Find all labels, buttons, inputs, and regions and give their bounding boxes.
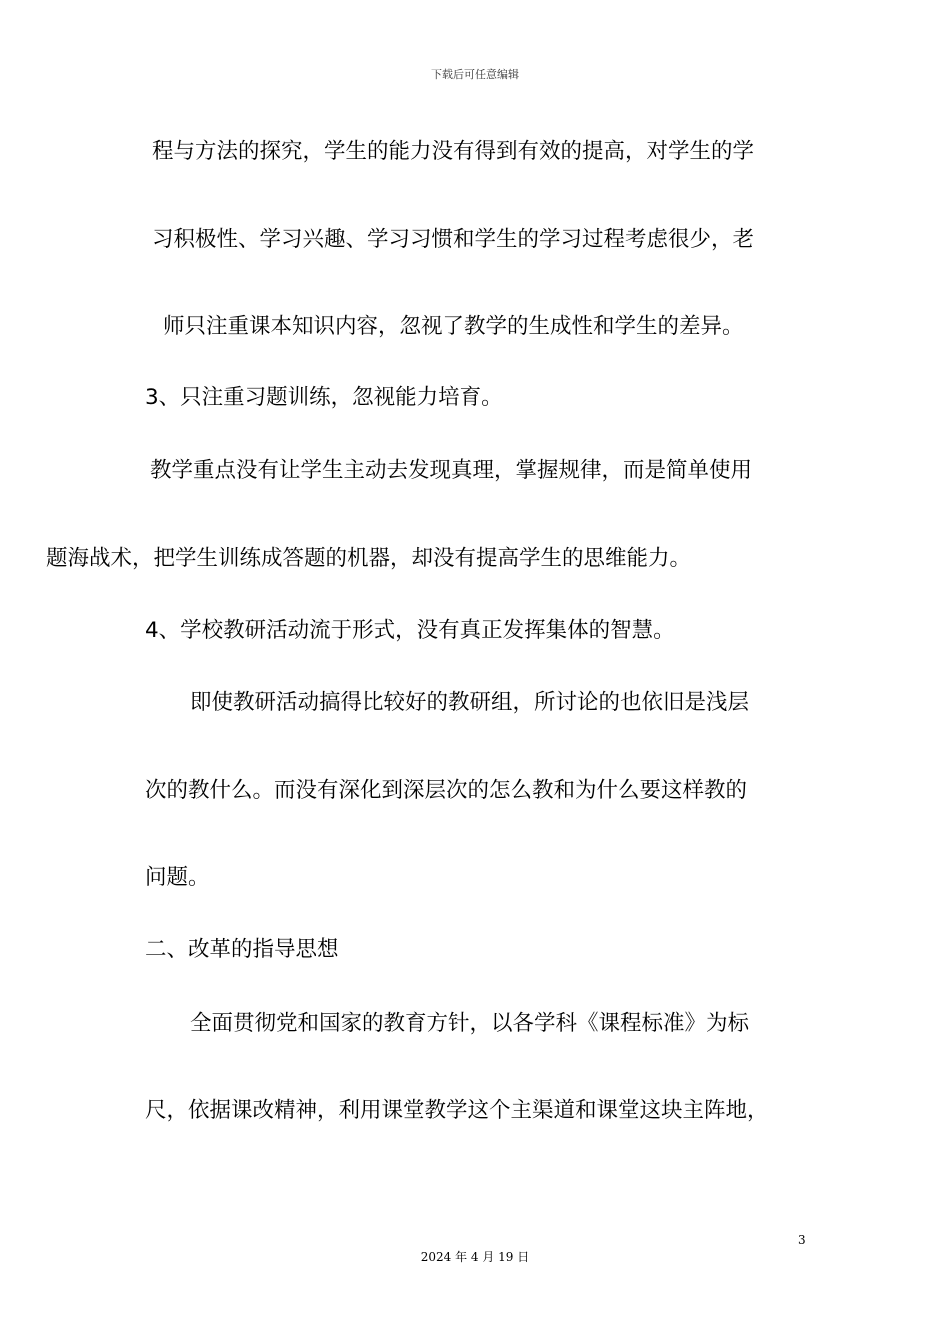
- section-heading: 二、改革的指导思想: [145, 937, 339, 962]
- list-item-heading: 4、学校教研活动流于形式，没有真正发挥集体的智慧。: [145, 618, 675, 643]
- page-number: 3: [798, 1233, 806, 1247]
- body-text-line: 题海战术，把学生训练成答题的机器，却没有提高学生的思维能力。: [46, 546, 692, 571]
- body-text-line: 问题。: [145, 865, 210, 890]
- body-text-line: 程与方法的探究，学生的能力没有得到有效的提高，对学生的学: [152, 139, 755, 164]
- page-header: 下载后可任意编辑: [431, 68, 519, 81]
- body-text-line: 次的教什么。而没有深化到深层次的怎么教和为什么要这样教的: [145, 778, 748, 803]
- page-footer-date: 2024 年 4 月 19 日: [420, 1250, 530, 1264]
- body-text-line: 即使教研活动搞得比较好的教研组，所讨论的也依旧是浅层: [190, 690, 750, 715]
- body-text-line: 尺，依据课改精神，利用课堂教学这个主渠道和课堂这块主阵地，: [145, 1098, 769, 1123]
- body-text-line: 师只注重课本知识内容，忽视了教学的生成性和学生的差异。: [163, 314, 744, 339]
- body-text-line: 教学重点没有让学生主动去发现真理，掌握规律，而是简单使用: [150, 458, 753, 483]
- body-text-line: 全面贯彻党和国家的教育方针，以各学科《课程标准》为标: [190, 1011, 750, 1036]
- body-text-line: 习积极性、学习兴趣、学习习惯和学生的学习过程考虑很少，老: [152, 227, 755, 252]
- list-item-heading: 3、只注重习题训练，忽视能力培育。: [145, 385, 503, 410]
